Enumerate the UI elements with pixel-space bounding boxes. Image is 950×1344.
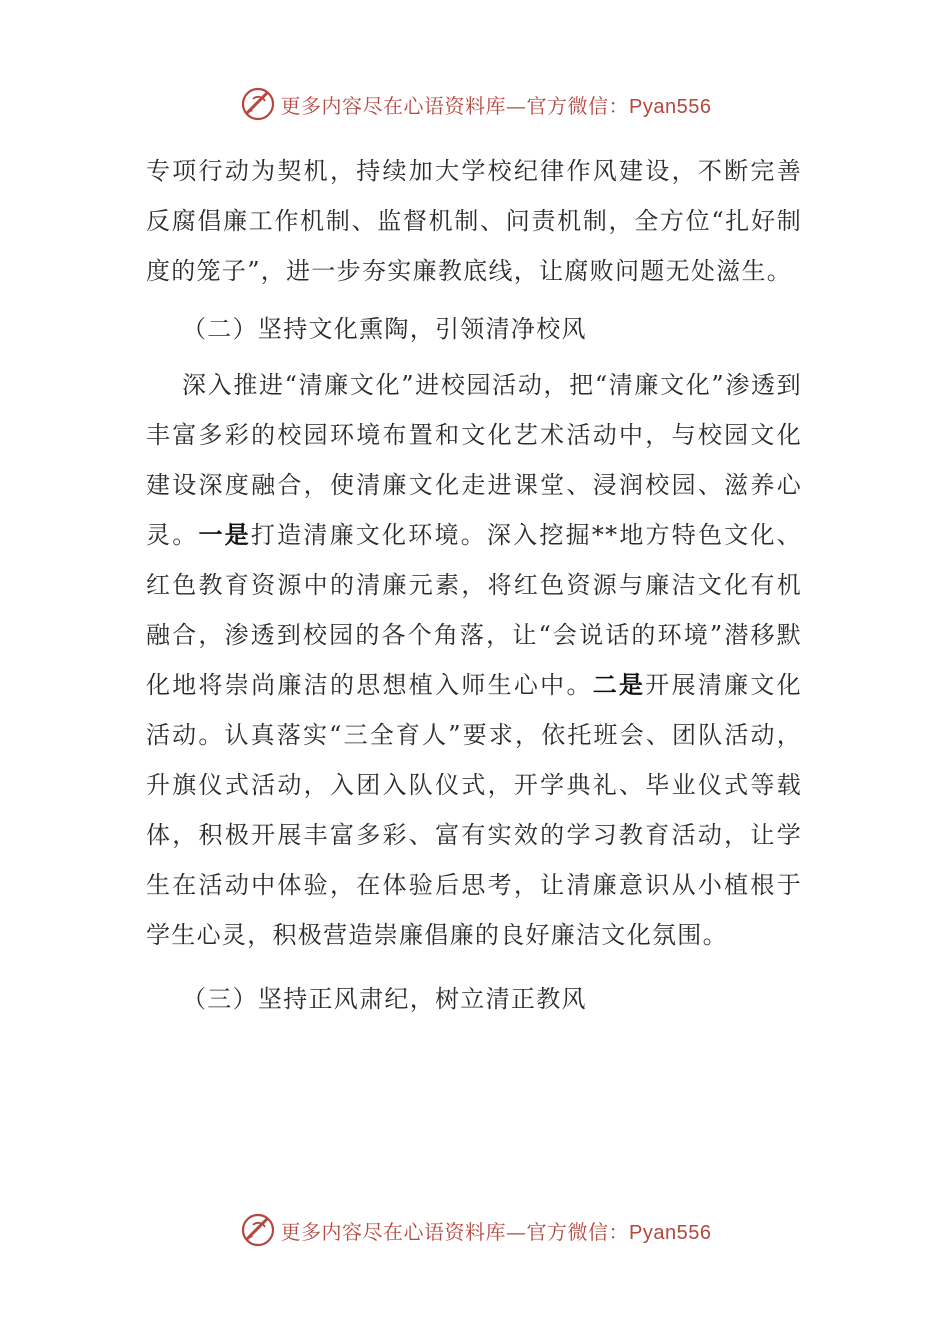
paragraph-2-intro: 深入推进“清廉文化”进校园活动，把“清廉文化”渗透到丰富多彩的校园环境布置和文化艺术活动中，与校园文化建设深度融合，使清廉文化走进课堂、浸润校园、滋养心灵。 (146, 371, 802, 549)
paragraph-2 (146, 360, 802, 960)
header-banner (0, 82, 950, 126)
point-two-text: 开展清廉文化活动。认真落实“三全育人”要求，依托班会、团队活动，升旗仪式活动，入团入队仪式，开学典礼、毕业仪式等载体，积极开展丰富多彩、富有实效的学习教育活动，让学生在活动中体验，在体验后思考，让清廉意识从小植根于学生心灵，积极营造崇廉倡廉的良好廉洁文化氛围。 (146, 671, 802, 949)
paragraph-1: 专项行动为契机，持续加大学校纪律作风建设，不断完善反腐倡廉工作机制、监督机制、问责机制，全方位“扎好制度的笼子”，进一步夯实廉教底线，让腐败问题无处滋生。 (146, 157, 802, 285)
section-heading-2: （二）坚持文化熏陶，引领清净校风 (182, 315, 587, 343)
section-heading-3: （三）坚持正风肃纪，树立清正教风 (182, 985, 587, 1013)
point-one-text: 打造清廉文化环境。深入挖掘**地方特色文化、红色教育资源中的清廉元素，将红色资源与廉洁文化有机融合，渗透到校园的各个角落，让“会说话的环境”潜移默化地将崇尚廉洁的思想植入师生心中。 (146, 521, 802, 699)
wechat-handle: Pyan556 (629, 1221, 712, 1244)
banner-text: 更多内容尽在心语资料库—官方微信：Pyan556 (280, 1219, 712, 1244)
footer-banner (0, 1208, 950, 1252)
point-one-label: 一是 (198, 520, 251, 549)
pen-logo-icon (239, 85, 277, 123)
banner-text: 更多内容尽在心语资料库—官方微信：Pyan556 (280, 93, 712, 118)
pen-logo-icon (239, 1211, 277, 1249)
wechat-handle: Pyan556 (629, 95, 712, 118)
point-two-label: 二是 (592, 670, 646, 699)
document-body (146, 146, 802, 1030)
